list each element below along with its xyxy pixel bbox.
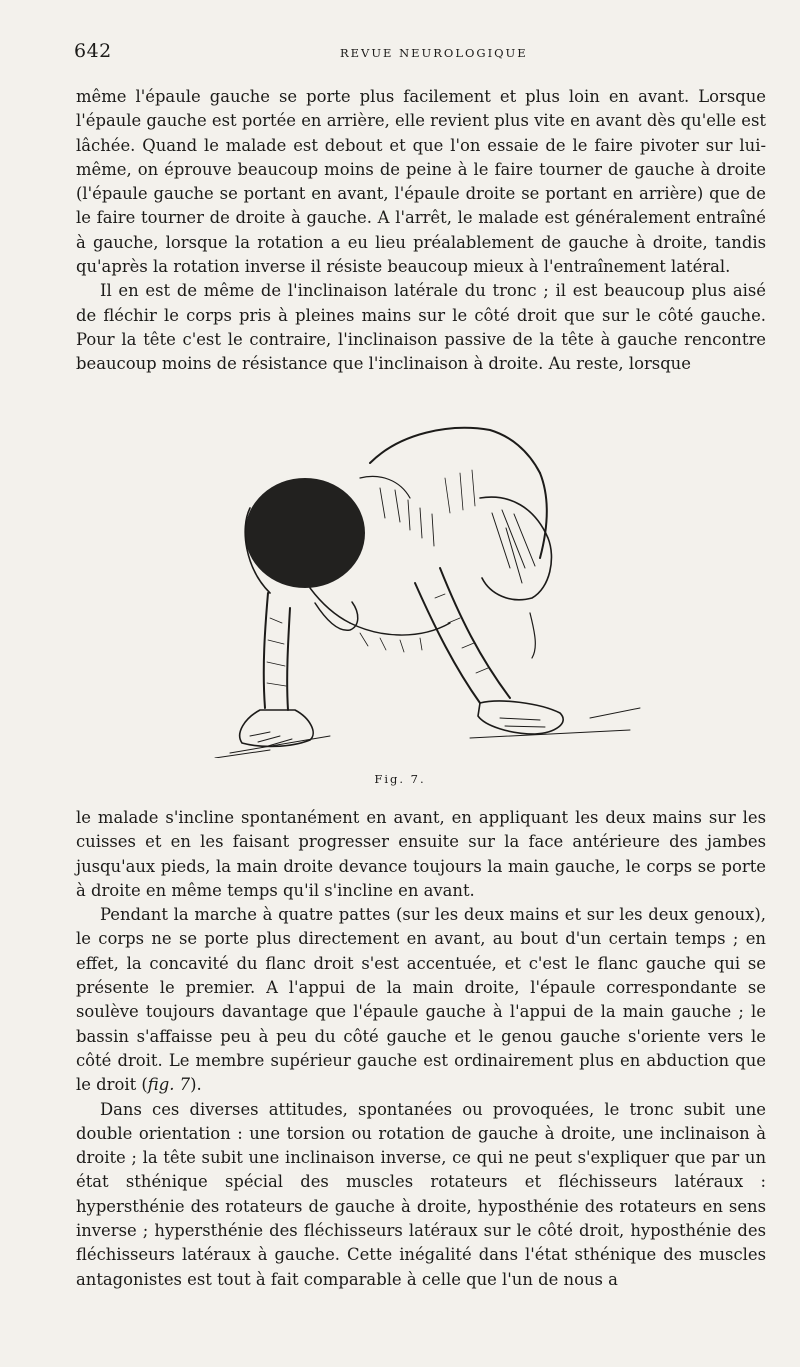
paragraph: Dans ces diverses attitudes, spontanées ou provoquées, le tronc subit une double orientation : une torsion ou rotation de gauche à droite, une inclinaison à droite ; la tête subit une inclinaison inverse, ce qui ne peut s'expliquer que par un état sthénique spécial des muscles rotateurs et fléchisseurs latéraux : hypersthénie des rotateurs de gauche à droite, hyposthénie des rotateurs en sens inverse ; hypersthénie des fléchisseurs latéraux sur le côté droit, hyposthénie des fléchisseurs latéraux à gauche. Cette inégalité dans l'état sthénique des muscles antagonistes est tout à fait comparable à celle que l'un de nous a	[76, 1099, 766, 1289]
page-number: 642	[74, 40, 112, 62]
paragraph: Il en est de même de l'inclinaison latérale du tronc ; il est beaucoup plus aisé de fléchir le corps pris à pleines mains sur le côté droit que sur le côté gauche. Pour la tête c'est le contraire, l'inclinaison passive de la tête à gauche rencontre beaucoup moins de résistance que l'inclinaison à droite. Au reste, lorsque	[76, 281, 766, 374]
paragraph: même l'épaule gauche se porte plus facilement et plus loin en avant. Lorsque l'épaule gauche est portée en arrière, elle revient plus vite en avant dès qu'elle est lâchée. Quand le malade est debout et que l'on essaie de le faire pivoter sur lui-même, on éprouve beaucoup moins de peine à le faire tourner de gauche à droite (l'épaule gauche se portant en avant, l'épaule droite se portant en arrière) que de le faire tourner de droite à gauche. A l'arrêt, le malade est généralement entraîné à gauche, lorsque la rotation a eu lieu préalablement de gauche à droite, tandis qu'après la rotation inverse il résiste beaucoup mieux à l'entraînement latéral.	[76, 87, 766, 277]
figure-illustration	[210, 418, 650, 758]
man-on-all-fours-drawing	[210, 418, 650, 758]
figure-reference-close: ).	[190, 1075, 202, 1095]
paragraph: le malade s'incline spontanément en avant, en appliquant les deux mains sur les cuisses et en les faisant progresser ensuite sur la face antérieure des jambes jusqu'aux pieds, la main droite devance toujours la main gauche, le corps se porte à droite en même temps qu'il s'incline en avant.	[76, 808, 766, 900]
paragraph	[76, 903, 766, 1097]
paragraph-text: Pendant la marche à quatre pattes (sur les deux mains et sur les deux genoux), le corps ne se porte plus directement en avant, au bout d'un certain temps ; en effet, la concavité du flanc droit s'est accentuée, et c'est le flanc gauche qui se présente le premier. A l'appui de la main droite, l'épaule correspondante se soulève toujours davantage que l'épaule gauche à l'appui de la main gauche ; le bassin s'affaisse peu à peu du côté gauche et le genou gauche s'oriente vers le côté droit. Le membre supérieur gauche est ordinairement plus en abduction que le droit (	[76, 905, 766, 1095]
page-header	[74, 40, 776, 68]
text-block-top	[76, 85, 766, 377]
running-title: REVUE NEUROLOGIQUE	[340, 46, 528, 60]
text-block-bottom	[76, 806, 766, 1292]
figure-caption: Fig. 7.	[374, 772, 426, 786]
figure-reference-link[interactable]: fig. 7	[147, 1075, 191, 1095]
